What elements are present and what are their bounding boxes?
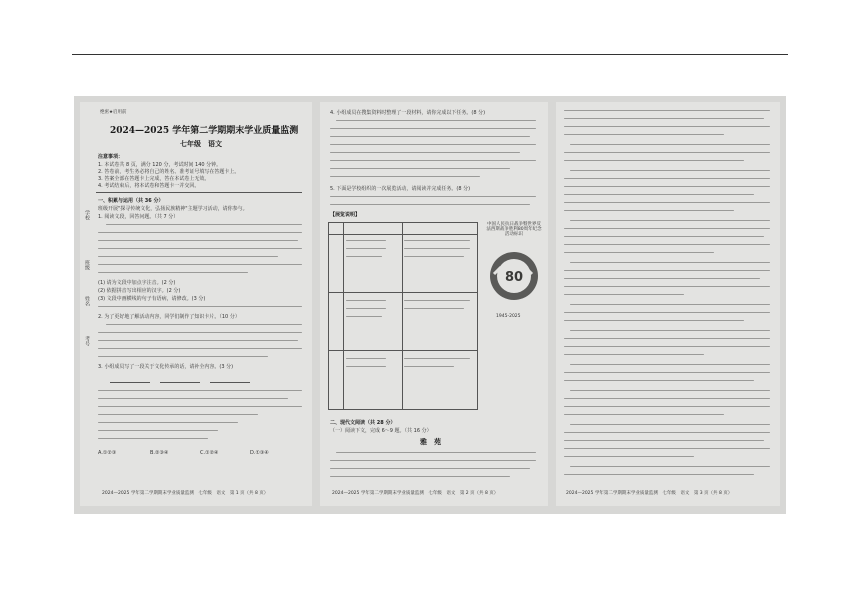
fill-in-blank	[160, 382, 200, 383]
margin-label-id: 考号	[84, 336, 90, 346]
text-line	[564, 270, 770, 271]
text-line	[330, 160, 536, 161]
text-line	[564, 294, 684, 295]
text-line	[564, 278, 760, 279]
text-line	[98, 356, 268, 357]
text-line	[570, 364, 770, 365]
text-line	[564, 380, 754, 381]
text-line	[330, 176, 480, 177]
text-line	[564, 210, 734, 211]
option-c: C.①②④	[200, 450, 219, 456]
text-line	[564, 448, 770, 449]
text-line	[330, 468, 530, 469]
option-a: A.①②③	[98, 450, 117, 456]
text-line	[564, 236, 764, 237]
essay-title: 雅 苑	[420, 437, 441, 446]
note-4: 4. 考试结束后，将本试卷和答题卡一并交回。	[98, 183, 200, 189]
question-1a: (1) 请为文段中加点字注音。(2 分)	[98, 280, 176, 286]
text-line	[564, 338, 770, 339]
text-line	[564, 186, 770, 187]
exam-subject: 七年级 语文	[180, 139, 222, 148]
text-line	[98, 232, 302, 233]
top-rule	[72, 54, 788, 55]
text-line	[330, 460, 536, 461]
text-line	[98, 306, 302, 307]
text-line	[98, 414, 258, 415]
fill-in-blank	[110, 382, 150, 383]
text-line	[570, 330, 770, 331]
text-line	[106, 324, 302, 325]
text-line	[570, 466, 770, 467]
text-line	[98, 422, 238, 423]
text-line	[564, 456, 694, 457]
text-line	[570, 170, 770, 171]
text-line	[98, 340, 298, 341]
text-line	[564, 320, 744, 321]
text-line	[98, 240, 298, 241]
text-line	[98, 438, 208, 439]
section-1-heading: 一、积累与运用（共 36 分）	[98, 198, 164, 204]
text-line	[564, 346, 770, 347]
text-line	[570, 304, 770, 305]
table-heading: 【展览说明】	[330, 212, 361, 218]
text-line	[564, 406, 770, 407]
text-line	[330, 204, 530, 205]
note-3: 3. 答案全部在答题卡上完成，答在本试卷上无效。	[98, 176, 210, 182]
text-line	[570, 220, 770, 221]
text-line	[98, 256, 278, 257]
page-1-footer: 2024—2025 学年第二学期期末学业质量监测 七年级 语文 第 1 页（共 8 页）	[102, 491, 269, 496]
text-line	[98, 272, 248, 273]
margin-label-class: 班级	[84, 260, 90, 270]
confidential-stamp: 绝密★启用前	[100, 110, 127, 115]
text-line	[564, 194, 754, 195]
text-line	[564, 134, 724, 135]
exam-page-1	[80, 102, 312, 506]
text-line	[330, 476, 510, 477]
text-line	[98, 332, 302, 333]
text-line	[98, 248, 302, 249]
text-line	[564, 312, 770, 313]
question-2: 2. 为了更好地了解活动内容，同学们制作了知识卡片。（10 分）	[98, 314, 240, 320]
option-b: B.②③④	[150, 450, 169, 456]
text-line	[330, 168, 510, 169]
text-line	[564, 432, 770, 433]
page-2-footer: 2024—2025 学年第二学期期末学业质量监测 七年级 语文 第 2 页（共 8 页）	[332, 491, 499, 496]
fill-in-blank	[210, 382, 250, 383]
text-line	[564, 202, 770, 203]
question-3: 3. 小组成员写了一段关于文化传承的话，请补全内容。(3 分)	[98, 364, 234, 370]
anniversary-emblem	[486, 222, 542, 332]
text-line	[564, 228, 770, 229]
page-3-footer: 2024—2025 学年第二学期期末学业质量监测 七年级 语文 第 3 页（共 8 页）	[566, 491, 733, 496]
text-line	[330, 144, 536, 145]
text-line	[336, 120, 536, 121]
text-line	[330, 136, 530, 137]
text-line	[564, 244, 770, 245]
text-line	[564, 414, 724, 415]
text-line	[98, 264, 302, 265]
text-line	[98, 348, 302, 349]
text-line	[564, 152, 770, 153]
text-line	[98, 398, 288, 399]
reading-instruction: （一）阅读下文，完成 6～9 题。（共 16 分）	[330, 428, 432, 434]
text-line	[106, 224, 302, 225]
text-line	[564, 440, 764, 441]
text-line	[98, 390, 302, 391]
text-line	[564, 286, 770, 287]
text-line	[336, 452, 536, 453]
text-line	[564, 354, 704, 355]
text-line	[98, 406, 302, 407]
text-line	[564, 160, 744, 161]
text-line	[564, 178, 770, 179]
text-line	[330, 196, 536, 197]
text-line	[330, 152, 520, 153]
text-line	[570, 144, 770, 145]
text-line	[98, 430, 218, 431]
text-line	[570, 424, 770, 425]
margin-label-name: 姓名	[84, 296, 90, 306]
note-2: 2. 答卷前，考生务必将自己的姓名、准考证号填写在答题卡上。	[98, 169, 240, 175]
margin-label-school: 学校	[84, 210, 90, 220]
question-5: 5. 下面是学校组织的一次展览活动，请阅读并完成任务。(8 分)	[330, 186, 471, 192]
exam-title: 2024—2025 学年第二学期期末学业质量监测	[110, 126, 299, 136]
divider	[96, 192, 302, 193]
text-line	[564, 474, 754, 475]
text-line	[570, 262, 770, 263]
activity-intro: 班级开展"探寻传统文化，弘扬民族精神"主题学习活动，请你参与。	[98, 206, 248, 212]
text-line	[564, 372, 770, 373]
notes-heading: 注意事项：	[98, 154, 124, 160]
emblem-caption: 中国人民抗日战争暨世界反法西斯战争胜利80周年纪念活动标识	[486, 222, 542, 237]
text-line	[564, 118, 764, 119]
great-wall-emblem-icon	[486, 244, 542, 314]
emblem-number: 80	[504, 270, 524, 285]
text-line	[564, 110, 770, 111]
option-d: D.①③④	[250, 450, 269, 456]
question-1: 1. 阅读文段，回答问题。（共 7 分）	[98, 214, 179, 220]
note-1: 1. 本试卷共 8 页，满分 120 分，考试时间 140 分钟。	[98, 162, 222, 168]
text-line	[570, 390, 770, 391]
emblem-years: 1945-2025	[496, 314, 521, 319]
text-line	[564, 398, 770, 399]
exam-page-3	[556, 102, 780, 506]
question-1c: (3) 文段中画横线的句子有语病，请修改。(3 分)	[98, 296, 206, 302]
exam-page-2	[320, 102, 548, 506]
text-line	[564, 252, 714, 253]
text-line	[564, 126, 770, 127]
section-2-heading: 二、现代文阅读（共 28 分）	[330, 420, 396, 426]
text-line	[330, 128, 536, 129]
question-1b: (2) 依据拼音写出相应的汉字。(2 分)	[98, 288, 181, 294]
question-4: 4. 小组成员在搜集资料时整理了一段材料，请你完成以下任务。(8 分)	[330, 110, 486, 116]
